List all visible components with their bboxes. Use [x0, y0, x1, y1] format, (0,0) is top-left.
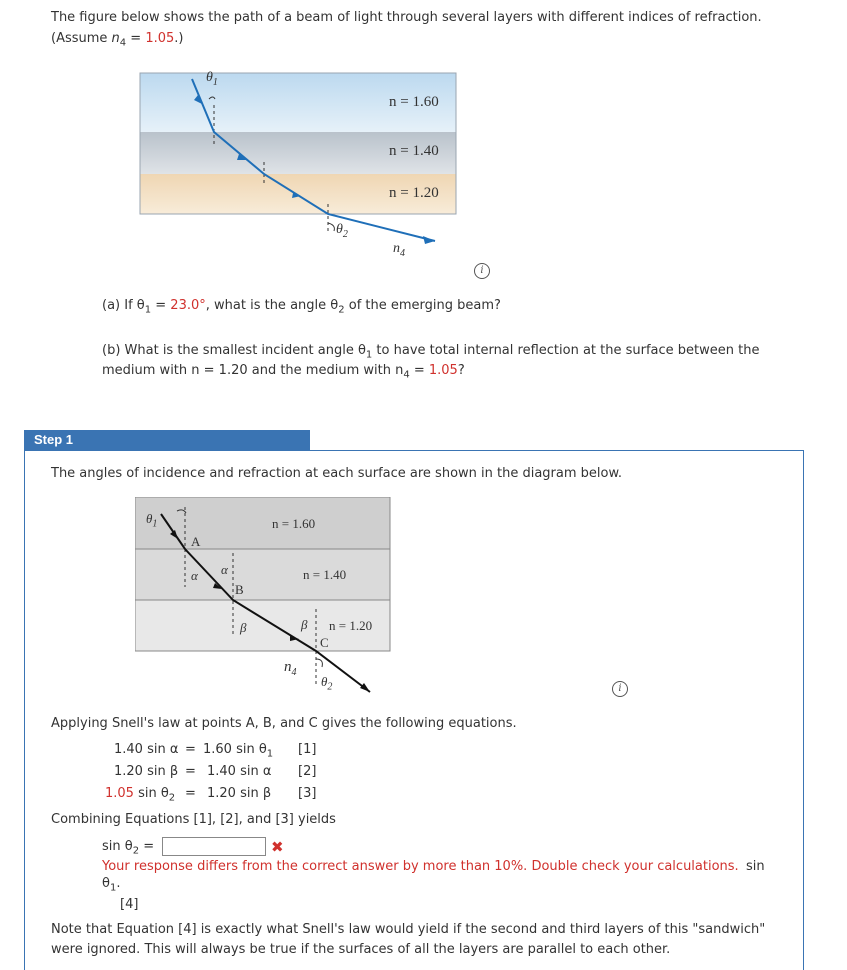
intro-text: The figure below shows the path of a beam of light through several layers with different indices of refraction.	[51, 10, 762, 25]
fig2-n120: n = 1.20	[329, 618, 373, 633]
info-icon[interactable]: i	[474, 263, 490, 279]
theta1-label: $\theta_1$	[206, 70, 218, 88]
error-message: Your response differs from the correct answer by more than 10%. Double check your calculations.	[102, 859, 739, 874]
step-description: The angles of incidence and refraction at each surface are shown in the diagram below.	[51, 466, 623, 481]
fig2-n4: $n_4$	[284, 659, 297, 678]
equation-1-rhs: 1.60 $\sin \theta_1$	[203, 742, 274, 760]
equation-1-tag: [1]	[298, 742, 317, 757]
equation-1-eq: =	[185, 742, 196, 757]
fig2-point-c: C	[320, 635, 329, 650]
equation-3-eq: =	[185, 786, 196, 801]
note-line-2: were ignored. This will always be true if the surfaces of all the layers are parallel to each other.	[51, 942, 671, 957]
theta2-label: $\theta_2$	[336, 222, 348, 240]
equation-2-eq: =	[185, 764, 196, 779]
note-line-1: Note that Equation [4] is exactly what Snell's law would yield if the second and third layers of this "sandwich"	[51, 922, 766, 937]
equation-3: 1.05 $\sin \theta_2$	[105, 786, 176, 804]
fig2-beta-2: β	[301, 617, 308, 632]
answer-tail-theta: $\theta_1$.	[102, 876, 121, 894]
n140-label: n = 1.40	[389, 143, 439, 159]
answer-input[interactable]	[162, 837, 266, 856]
fig2-theta1: $\theta_1$	[146, 511, 158, 530]
n4-value: 1.05	[145, 31, 175, 46]
fig2-alpha-1: α	[191, 568, 198, 583]
part-b-question: (b) What is the smallest incident angle $\theta_1$ to have total internal reflection at the surface between the	[102, 343, 760, 361]
assumption-text: (Assume $n_4 = 1.05$.)	[51, 31, 184, 49]
fig2-point-b: B	[235, 582, 244, 597]
equation-1: 1.40 sin α	[114, 742, 179, 757]
fig2-n140: n = 1.40	[303, 567, 347, 582]
fig2-point-a: A	[191, 534, 201, 549]
error-x-icon: ✖	[271, 838, 284, 856]
equation-3-tag: [3]	[298, 786, 317, 801]
n160-label: n = 1.60	[389, 94, 439, 110]
fig2-alpha-2: α	[221, 562, 228, 577]
info-icon-2[interactable]: i	[612, 681, 628, 697]
equation-4-tag: [4]	[120, 897, 139, 912]
part-b-question-line2: medium with n = 1.20 and the medium with $n_4 = 1.05$?	[102, 363, 465, 381]
fig2-beta-1: β	[240, 620, 247, 635]
equation-3-rhs: 1.20 sin β	[207, 786, 272, 801]
snell-intro: Applying Snell's law at points A, B, and C gives the following equations.	[51, 716, 517, 731]
fig2-n160: n = 1.60	[272, 516, 316, 531]
n4-label: $n_4$	[393, 241, 405, 259]
equation-2-rhs: 1.40 sin α	[207, 764, 272, 779]
equation-2-tag: [2]	[298, 764, 317, 779]
part-a-question: (a) If $\theta_1 = 23.0^\circ$, what is the angle $\theta_2$ of the emerging beam?	[102, 298, 501, 316]
equation-2: 1.20 sin β	[114, 764, 179, 779]
n120-label: n = 1.20	[389, 185, 439, 201]
refraction-figure-2	[135, 497, 395, 697]
answer-label: $\sin \theta_2$ =	[102, 839, 155, 857]
step-1-header: Step 1	[24, 430, 310, 450]
combining-text: Combining Equations [1], [2], and [3] yields	[51, 812, 336, 827]
answer-tail-sin: sin	[746, 859, 765, 874]
fig2-theta2: $\theta_2$	[321, 674, 333, 693]
